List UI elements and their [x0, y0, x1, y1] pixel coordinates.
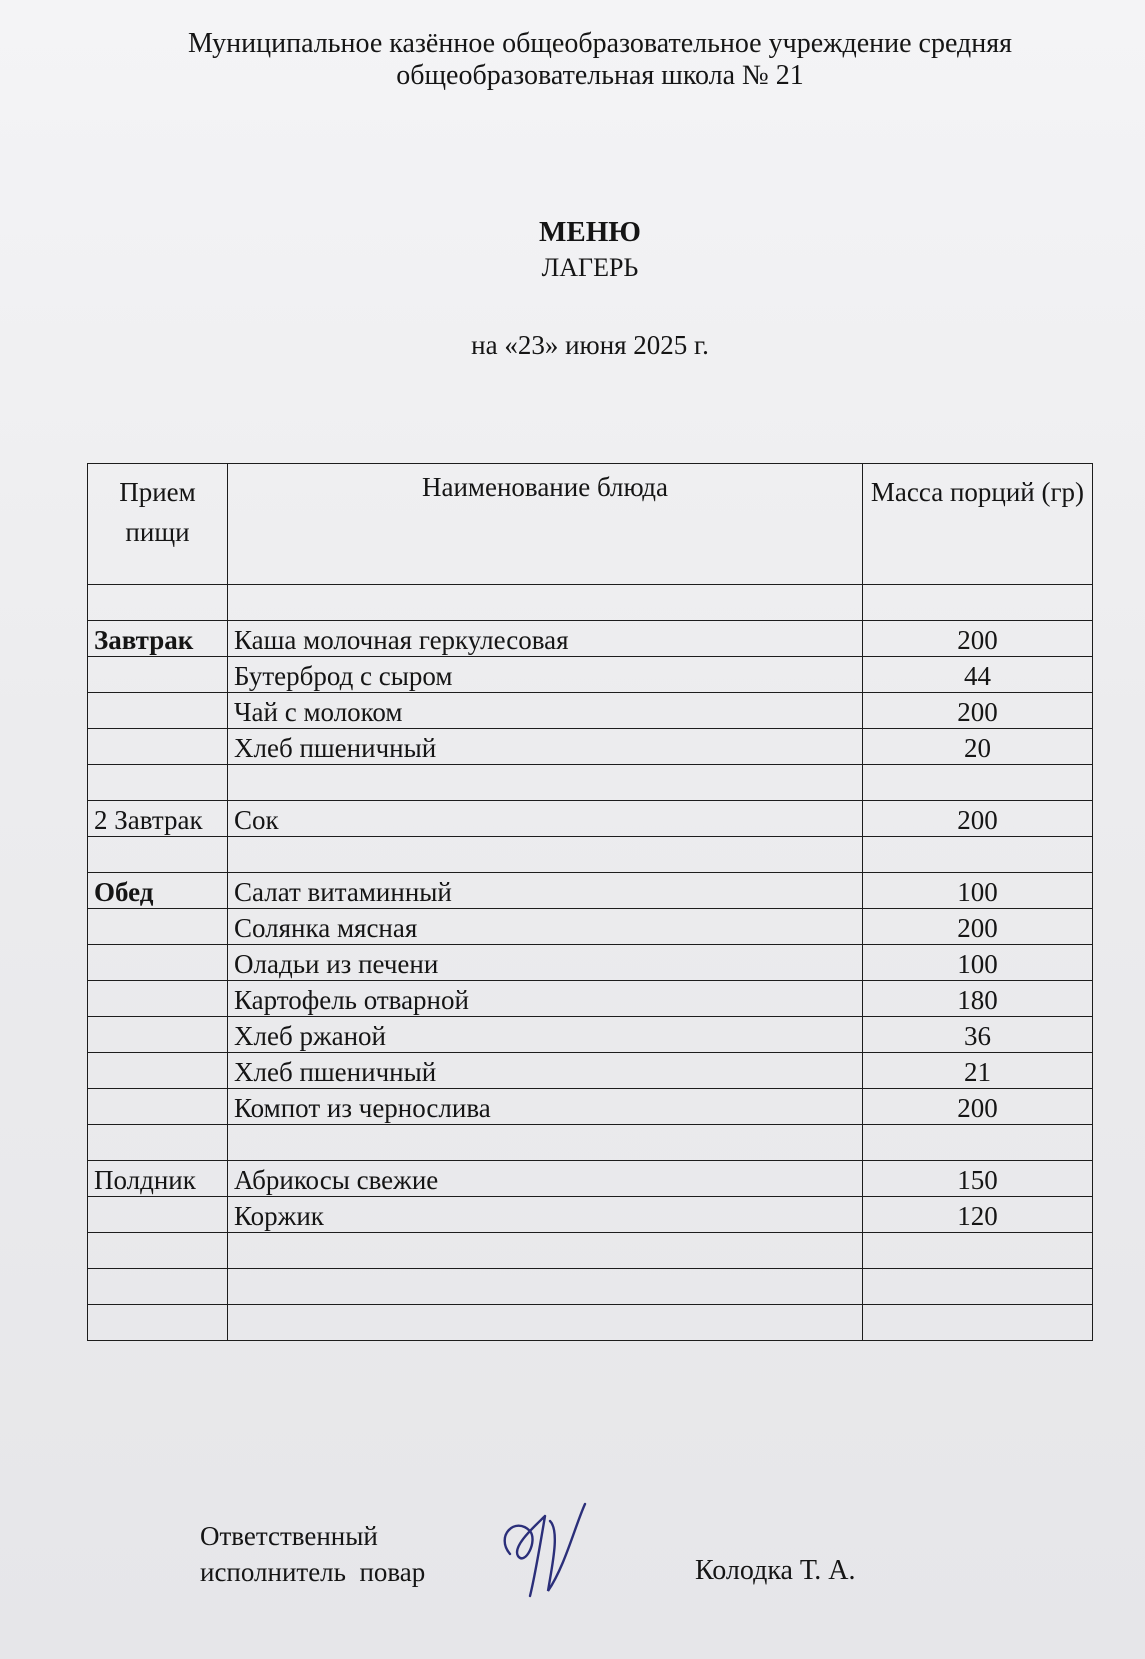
menu-table-body: [88, 585, 1093, 1341]
mass-cell: 44: [863, 657, 1093, 693]
dish-cell: Оладьи из печени: [228, 945, 863, 981]
dish-cell: Бутерброд с сыром: [228, 657, 863, 693]
mass-cell: 200: [863, 1089, 1093, 1125]
meal-cell: 2 Завтрак: [88, 801, 228, 837]
table-row: [88, 909, 1093, 945]
dish-cell: Картофель отварной: [228, 981, 863, 1017]
meal-cell: [88, 1197, 228, 1233]
dish-cell: [228, 1269, 863, 1305]
mass-cell: 36: [863, 1017, 1093, 1053]
meal-cell: [88, 729, 228, 765]
header-meal: Прием пищи: [88, 464, 228, 585]
mass-cell: 20: [863, 729, 1093, 765]
meal-cell: [88, 837, 228, 873]
responsible-name: Колодка Т. А.: [695, 1555, 856, 1586]
meal-cell: [88, 945, 228, 981]
meal-cell: [88, 1017, 228, 1053]
dish-cell: Компот из чернослива: [228, 1089, 863, 1125]
responsible-label: [200, 1518, 425, 1590]
meal-cell: [88, 585, 228, 621]
dish-cell: Абрикосы свежие: [228, 1161, 863, 1197]
table-row: [88, 693, 1093, 729]
menu-title: МЕНЮ: [539, 216, 641, 248]
mass-cell: [863, 765, 1093, 801]
menu-date: на «23» июня 2025 г.: [471, 330, 709, 360]
dish-cell: Коржик: [228, 1197, 863, 1233]
dish-cell: Чай с молоком: [228, 693, 863, 729]
dish-cell: [228, 1233, 863, 1269]
table-row: [88, 1161, 1093, 1197]
table-row: [88, 729, 1093, 765]
table-row: [88, 837, 1093, 873]
mass-cell: 200: [863, 801, 1093, 837]
table-row: [88, 657, 1093, 693]
mass-cell: 200: [863, 909, 1093, 945]
dish-cell: Солянка мясная: [228, 909, 863, 945]
meal-cell: Обед: [88, 873, 228, 909]
table-row: [88, 1089, 1093, 1125]
responsible-line-1: Ответственный: [200, 1521, 378, 1551]
organization-name: [150, 28, 1050, 92]
dish-cell: [228, 765, 863, 801]
dish-cell: Салат витаминный: [228, 873, 863, 909]
table-row: [88, 801, 1093, 837]
menu-subtitle: ЛАГЕРЬ: [541, 253, 639, 282]
table-row: [88, 981, 1093, 1017]
meal-cell: [88, 693, 228, 729]
table-row: [88, 1017, 1093, 1053]
meal-cell: [88, 1305, 228, 1341]
table-row: [88, 1197, 1093, 1233]
dish-cell: [228, 1305, 863, 1341]
mass-cell: 100: [863, 873, 1093, 909]
dish-cell: Каша молочная геркулесовая: [228, 621, 863, 657]
meal-cell: [88, 909, 228, 945]
dish-cell: [228, 585, 863, 621]
table-row: [88, 621, 1093, 657]
dish-cell: Сок: [228, 801, 863, 837]
mass-cell: 120: [863, 1197, 1093, 1233]
dish-cell: Хлеб ржаной: [228, 1017, 863, 1053]
mass-cell: 200: [863, 621, 1093, 657]
table-row: [88, 1053, 1093, 1089]
header-mass: Масса порций (гр): [863, 464, 1093, 585]
table-row: [88, 945, 1093, 981]
dish-cell: [228, 837, 863, 873]
organization-line-2: общеобразовательная школа № 21: [396, 60, 804, 91]
header-dish: Наименование блюда: [228, 464, 863, 585]
mass-cell: [863, 837, 1093, 873]
meal-cell: Завтрак: [88, 621, 228, 657]
table-row: [88, 1233, 1093, 1269]
mass-cell: 100: [863, 945, 1093, 981]
table-row: [88, 1305, 1093, 1341]
mass-cell: 150: [863, 1161, 1093, 1197]
table-row: [88, 1125, 1093, 1161]
dish-cell: Хлеб пшеничный: [228, 729, 863, 765]
meal-cell: [88, 981, 228, 1017]
meal-cell: [88, 657, 228, 693]
table-header-row: [88, 464, 1093, 585]
dish-cell: Хлеб пшеничный: [228, 1053, 863, 1089]
mass-cell: 180: [863, 981, 1093, 1017]
table-row: [88, 873, 1093, 909]
meal-cell: [88, 1269, 228, 1305]
dish-cell: [228, 1125, 863, 1161]
meal-cell: [88, 1053, 228, 1089]
signature-image: [490, 1496, 600, 1606]
meal-cell: [88, 1125, 228, 1161]
table-row: [88, 585, 1093, 621]
organization-line-1: Муниципальное казённое общеобразовательное учреждение средняя: [187, 28, 1013, 59]
mass-cell: [863, 1305, 1093, 1341]
meal-cell: [88, 1089, 228, 1125]
mass-cell: [863, 585, 1093, 621]
table-row: [88, 1269, 1093, 1305]
menu-table: [87, 463, 1093, 1341]
mass-cell: 200: [863, 693, 1093, 729]
meal-cell: [88, 1233, 228, 1269]
table-row: [88, 765, 1093, 801]
mass-cell: [863, 1269, 1093, 1305]
mass-cell: [863, 1233, 1093, 1269]
mass-cell: 21: [863, 1053, 1093, 1089]
mass-cell: [863, 1125, 1093, 1161]
responsible-line-2: исполнитель повар: [200, 1557, 426, 1587]
meal-cell: [88, 765, 228, 801]
meal-cell: Полдник: [88, 1161, 228, 1197]
